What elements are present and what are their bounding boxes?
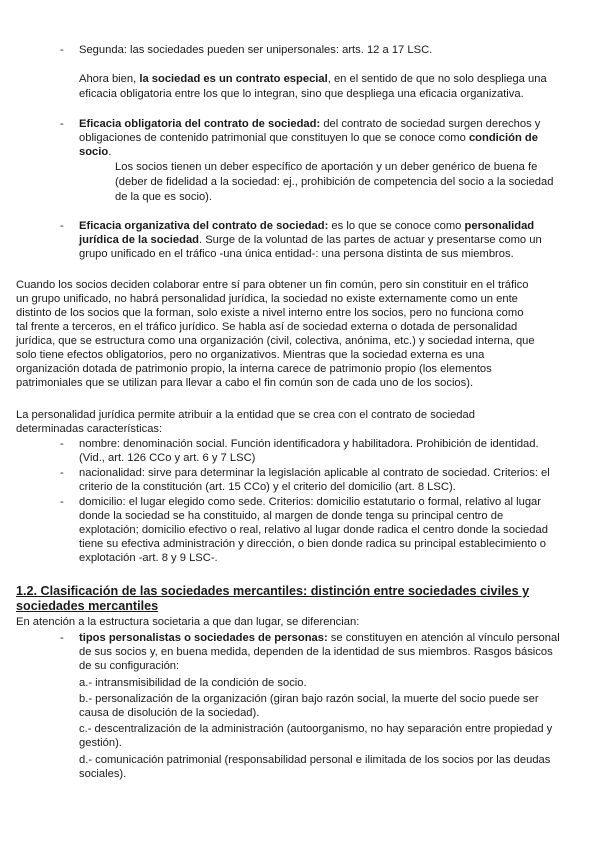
- text-line: explotación -art. 8 y 9 LSC-.: [79, 552, 218, 564]
- text-line: eficacia obligatoria entre los que lo integran, sino que despliega una eficacia organizativa.: [79, 88, 524, 100]
- text-line: La personalidad jurídica permite atribuir a la entidad que se crea con el contrato de sociedad: [16, 409, 475, 421]
- text-line: grupo unificado en el tráfico -una única entidad-: una persona distinta de sus miembros.: [79, 248, 514, 260]
- text-line: d.- comunicación patrimonial (responsabilidad personal e ilimitada de los socios por las deudas: [79, 754, 551, 766]
- text-line: b.- personalización de la organización (giran bajo razón social, la muerte del socio puede ser: [79, 693, 539, 705]
- text-line: obligaciones de contenido patrimonial que constituyen lo que se conoce como condición de: [79, 132, 538, 144]
- text-line: tiene su efectiva administración y dirección, o bien donde radica su principal establecimiento o: [79, 538, 547, 550]
- text-line: Eficacia organizativa del contrato de sociedad: es lo que se conoce como personalidad: [79, 220, 535, 232]
- section-heading: sociedades mercantiles: [16, 599, 159, 613]
- text-line: Segunda: las sociedades pueden ser unipersonales: arts. 12 a 17 LSC.: [79, 44, 433, 56]
- bullet-dash: -: [60, 438, 64, 450]
- text-line: gestión).: [79, 737, 122, 749]
- text-line: un grupo unificado, no habrá personalidad jurídica, la sociedad no existe externamente como un ente: [16, 293, 518, 305]
- text-line: nacionalidad: sirve para determinar la legislación aplicable al contrato de sociedad. Criterios: el: [79, 467, 550, 479]
- text-line: solo tiene efectos obligatorios, pero no organizativos. Mientras que la sociedad externa es una: [16, 349, 485, 361]
- text-line: jurídica, que se estructura como una organización (civil, colectiva, anónima, etc.) y sociedad interna, que: [16, 335, 535, 347]
- text-line: a.- intransmisibilidad de la condición de socio.: [79, 677, 307, 689]
- bullet-dash: -: [60, 44, 64, 56]
- bullet-dash: -: [60, 496, 64, 508]
- text-line: tipos personalistas o sociedades de personas: se constituyen en atención al vínculo personal: [79, 632, 560, 644]
- text-line: (Vid., art. 126 CCo y art. 6 y 7 LSC): [79, 452, 256, 464]
- text-line: Los socios tienen un deber específico de aportación y un deber genérico de buena fe: [115, 161, 538, 173]
- bullet-dash: -: [60, 632, 64, 644]
- text-line: de su configuración:: [79, 660, 180, 672]
- text-line: jurídica de la sociedad. Surge de la voluntad de las partes de actuar y presentarse como un: [79, 234, 542, 246]
- text-line: sociales).: [79, 768, 127, 780]
- text-line: Ahora bien, la sociedad es un contrato especial, en el sentido de que no solo despliega una: [79, 73, 547, 85]
- text-line: socio.: [79, 146, 112, 158]
- text-line: explotación; domicilio efectivo o real, relativo al lugar donde radica el centro donde la sociedad: [79, 524, 548, 536]
- text-line: nombre: denominación social. Función identificadora y habilitadora. Prohibición de identidad.: [79, 438, 539, 450]
- text-line: patrimoniales que se utilizan para llevar a cabo el fin común son de cada uno de los socios).: [16, 377, 474, 389]
- bullet-dash: -: [60, 467, 64, 479]
- text-line: distinto de los socios que la forman, solo existe a nivel interno entre los socios, pero no funciona como: [16, 307, 524, 319]
- text-line: criterio de la constitución (art. 15 CCo) y el criterio del domicilio (art. 8 LSC).: [79, 481, 456, 493]
- text-line: determinadas características:: [16, 423, 163, 435]
- bullet-dash: -: [60, 220, 64, 232]
- text-line: donde la sociedad se ha constituido, al margen de donde tenga su principal centro de: [79, 510, 504, 522]
- text-line: En atención a la estructura societaria a que dan lugar, se diferencian:: [16, 616, 360, 628]
- text-line: tal frente a terceros, en el tráfico jurídico. Se habla así de sociedad externa o dotada de personalidad: [16, 321, 518, 333]
- text-line: de la que es socio).: [115, 191, 213, 203]
- bullet-dash: -: [60, 118, 64, 130]
- text-line: Cuando los socios deciden colaborar entre sí para obtener un fin común, pero sin constituir en el tráfico: [16, 279, 529, 291]
- text-line: domicilio: el lugar elegido como sede. Criterios: domicilio estatutario o formal, relativo al lugar: [79, 496, 542, 508]
- text-line: organización dotada de patrimonio propio, la interna carece de patrimonio propio (los elementos: [16, 363, 492, 375]
- text-line: Eficacia obligatoria del contrato de sociedad: del contrato de sociedad surgen derechos y: [79, 118, 541, 130]
- text-line: causa de disolución de la sociedad).: [79, 707, 260, 719]
- section-heading: 1.2. Clasificación de las sociedades mercantiles: distinción entre sociedades civiles y: [16, 584, 530, 598]
- text-line: (deber de fidelidad a la sociedad: ej., prohibición de competencia del socio a la sociedad: [115, 176, 554, 188]
- text-line: de sus socios y, en buena medida, dependen de la identidad de sus miembros. Rasgos básicos: [79, 646, 553, 658]
- text-line: c.- descentralización de la administración (autoorganismo, no hay separación entre propiedad y: [79, 723, 553, 735]
